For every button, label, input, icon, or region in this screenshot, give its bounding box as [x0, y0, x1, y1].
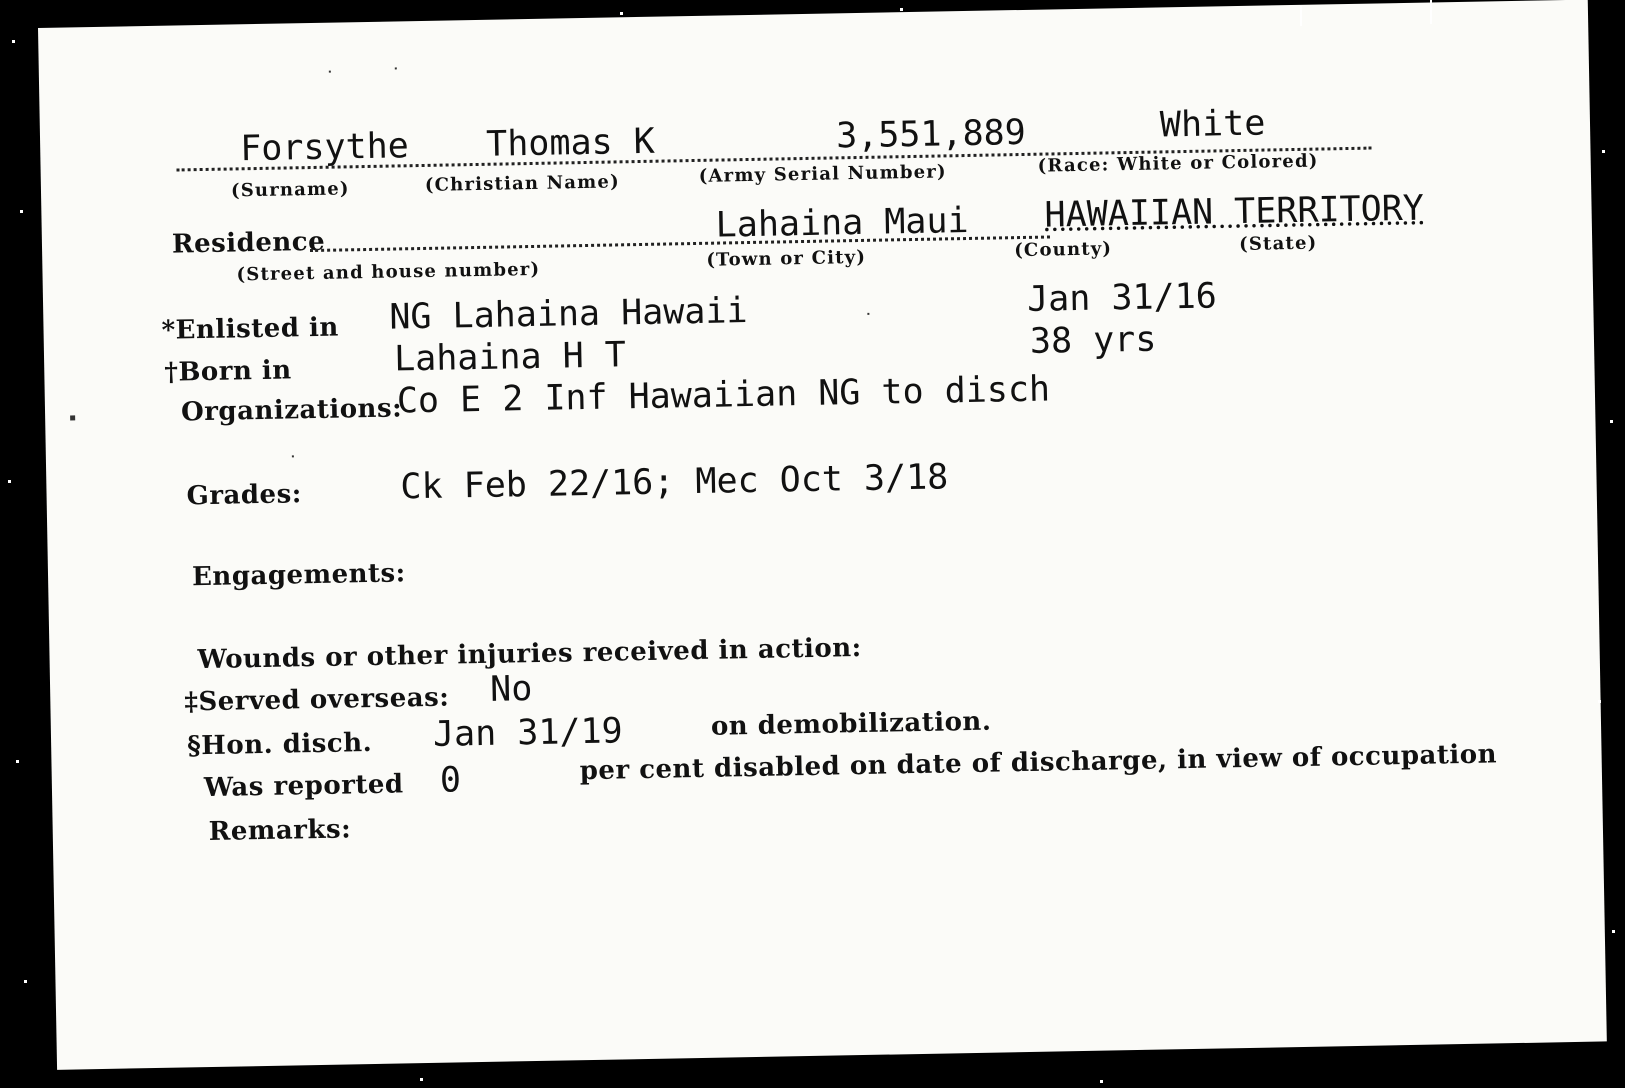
residence-state-value: HAWAIIAN TERRITORY: [1044, 188, 1425, 236]
scan-speck: [1610, 420, 1613, 423]
scan-speck: [329, 71, 331, 73]
record-card: [38, 0, 1607, 1070]
hon-disch-date: Jan 31/19: [432, 711, 624, 755]
served-overseas-label: ‡Served overseas:: [184, 682, 450, 718]
scan-speck: [1612, 930, 1615, 933]
scan-speck: [1430, 0, 1432, 24]
street-caption: (Street and house number): [236, 258, 541, 286]
christian-name-caption: (Christian Name): [424, 171, 621, 196]
scan-speck: [16, 760, 19, 763]
scan-speck: [1598, 700, 1601, 703]
scan-speck: [8, 480, 11, 483]
reported-percent-value: 0: [439, 760, 462, 801]
scan-speck: [1300, 6, 1302, 26]
engagements-label: Engagements:: [191, 558, 407, 593]
race-caption: (Race: White or Colored): [1037, 150, 1319, 177]
hon-disch-suffix: on demobilization.: [710, 706, 992, 742]
scan-speck: [395, 67, 397, 69]
race-value: White: [1159, 103, 1266, 146]
scan-speck: [1602, 150, 1605, 153]
serial-number-caption: (Army Serial Number): [698, 161, 947, 187]
enlisted-date: Jan 31/16: [1026, 276, 1218, 320]
serial-number-value: 3,551,889: [835, 112, 1027, 157]
county-caption: (County): [1014, 238, 1113, 262]
residence-label: Residence: [171, 226, 326, 260]
christian-name-value: Thomas K: [485, 121, 656, 165]
scan-speck: [70, 415, 75, 420]
born-label: †Born in: [164, 355, 292, 388]
enlisted-label: *Enlisted in: [161, 312, 340, 346]
organizations-value: Co E 2 Inf Hawaiian NG to disch: [396, 369, 1051, 422]
hon-disch-label: §Hon. disch.: [186, 727, 373, 762]
scan-speck: [12, 40, 15, 43]
scan-speck: [620, 12, 623, 15]
enlisted-value: NG Lahaina Hawaii: [388, 291, 748, 338]
residence-town-value: Lahaina Maui: [715, 200, 969, 246]
age-value: 38 yrs: [1029, 319, 1157, 362]
organizations-label: Organizations:: [180, 393, 403, 428]
wounds-label: Wounds or other injuries received in action:: [197, 633, 863, 676]
surname-value: Forsythe: [239, 126, 410, 170]
scan-speck: [20, 210, 23, 213]
scan-speck: [292, 455, 294, 457]
scan-speck: [1100, 1080, 1103, 1083]
scan-speck: [900, 8, 903, 11]
town-caption: (Town or City): [706, 246, 867, 271]
scan-speck: [24, 980, 27, 983]
born-value: Lahaina H T: [393, 335, 627, 380]
reported-suffix: per cent disabled on date of discharge, in view of occupation: [579, 739, 1498, 787]
served-overseas-value: No: [489, 669, 533, 710]
was-reported-label: Was reported: [203, 769, 404, 804]
surname-caption: (Surname): [230, 178, 350, 202]
scan-speck: [420, 1078, 423, 1081]
remarks-label: Remarks:: [208, 814, 352, 848]
grades-label: Grades:: [186, 479, 303, 512]
scan-speck: [867, 313, 869, 315]
grades-value: Ck Feb 22/16; Mec Oct 3/18: [400, 457, 949, 508]
state-caption: (State): [1238, 232, 1318, 256]
